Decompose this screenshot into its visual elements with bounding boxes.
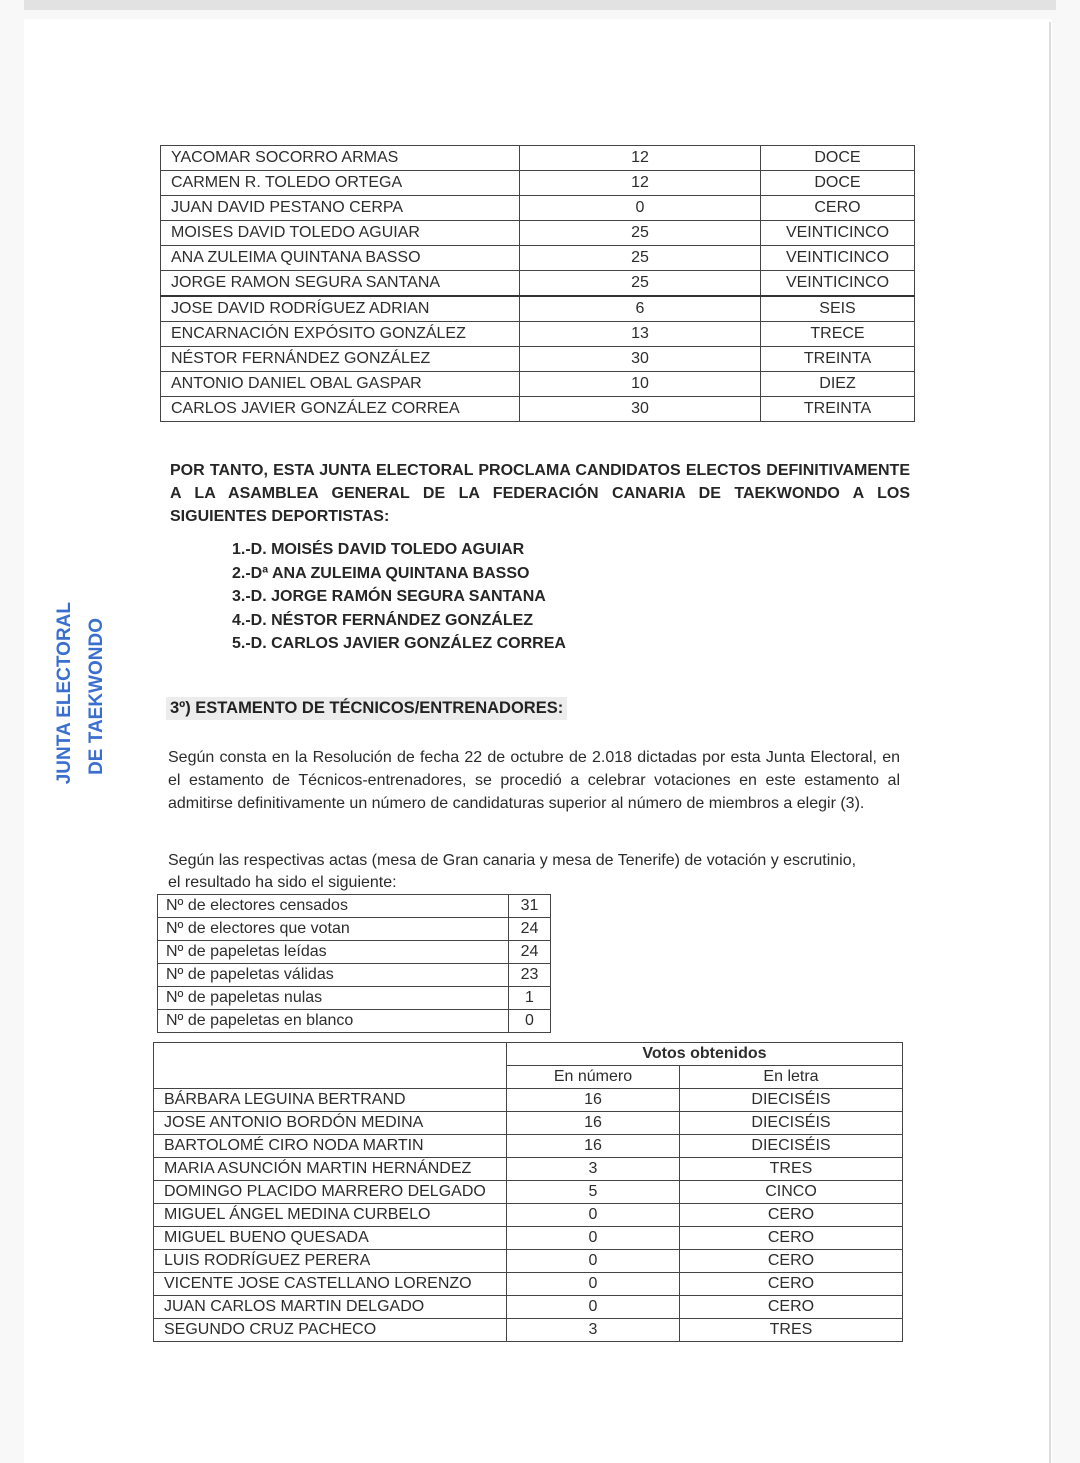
candidate-name: CARMEN R. TOLEDO ORTEGA bbox=[161, 171, 520, 196]
table-row bbox=[161, 397, 915, 422]
elected-list bbox=[232, 538, 566, 656]
votes-text: CERO bbox=[680, 1250, 903, 1273]
table-row bbox=[161, 322, 915, 347]
table-row bbox=[154, 1112, 903, 1135]
summary-label: Nº de papeletas en blanco bbox=[158, 1010, 509, 1033]
candidate-name: ENCARNACIÓN EXPÓSITO GONZÁLEZ bbox=[161, 322, 520, 347]
summary-value: 31 bbox=[509, 895, 551, 918]
coaches-votes-table bbox=[153, 1042, 903, 1342]
votes-number: 0 bbox=[507, 1296, 680, 1319]
candidate-name: CARLOS JAVIER GONZÁLEZ CORREA bbox=[161, 397, 520, 422]
section-paragraph: Según consta en la Resolución de fecha 22 de octubre de 2.018 dictadas por esta Junta Electoral, en el estamento de Técnicos-entrenadores, se procedió a celebrar votaciones en este estamento al admitirse definitivamente un número de candidaturas superior al número de miembros a elegir (3). bbox=[168, 749, 900, 812]
summary-value: 1 bbox=[509, 987, 551, 1010]
votes-number: 30 bbox=[520, 347, 761, 372]
summary-label: Nº de papeletas nulas bbox=[158, 987, 509, 1010]
table-row bbox=[154, 1319, 903, 1342]
summary-value: 24 bbox=[509, 941, 551, 964]
votes-text: CERO bbox=[680, 1273, 903, 1296]
viewer-top-bar bbox=[24, 0, 1056, 10]
section-paragraph: Según las respectivas actas (mesa de Gran canaria y mesa de Tenerife) de votación y escrutinio, el resultado ha sido el siguiente: bbox=[168, 852, 857, 891]
votes-number: 12 bbox=[520, 146, 761, 171]
candidate-name: JOSE DAVID RODRÍGUEZ ADRIAN bbox=[161, 296, 520, 322]
table-row bbox=[158, 941, 551, 964]
votes-text: CERO bbox=[761, 196, 915, 221]
table-row bbox=[154, 1181, 903, 1204]
candidate-name: BARTOLOMÉ CIRO NODA MARTIN bbox=[154, 1135, 507, 1158]
table-row bbox=[161, 146, 915, 171]
summary-label: Nº de electores censados bbox=[158, 895, 509, 918]
elected-item: 5.-D. CARLOS JAVIER GONZÁLEZ CORREA bbox=[232, 635, 566, 652]
candidate-name: MIGUEL BUENO QUESADA bbox=[154, 1227, 507, 1250]
candidate-name: NÉSTOR FERNÁNDEZ GONZÁLEZ bbox=[161, 347, 520, 372]
votes-number: 30 bbox=[520, 397, 761, 422]
stamp-line-2: DE TAEKWONDO bbox=[86, 618, 107, 775]
votes-text: DIECISÉIS bbox=[680, 1089, 903, 1112]
votes-text: DOCE bbox=[761, 146, 915, 171]
votes-number: 0 bbox=[520, 196, 761, 221]
votes-text: TRES bbox=[680, 1319, 903, 1342]
votes-number: 12 bbox=[520, 171, 761, 196]
candidate-name: LUIS RODRÍGUEZ PERERA bbox=[154, 1250, 507, 1273]
section-title: 3º) ESTAMENTO DE TÉCNICOS/ENTRENADORES: bbox=[166, 697, 567, 720]
votes-text: CERO bbox=[680, 1296, 903, 1319]
candidate-name: MARIA ASUNCIÓN MARTIN HERNÁNDEZ bbox=[154, 1158, 507, 1181]
summary-label: Nº de papeletas válidas bbox=[158, 964, 509, 987]
table-row bbox=[154, 1089, 903, 1112]
table-row bbox=[158, 1010, 551, 1033]
table-row bbox=[154, 1296, 903, 1319]
candidate-name: JUAN DAVID PESTANO CERPA bbox=[161, 196, 520, 221]
junta-electoral-stamp bbox=[48, 600, 128, 790]
votes-text: TRECE bbox=[761, 322, 915, 347]
votes-text: TRES bbox=[680, 1158, 903, 1181]
votes-text: TREINTA bbox=[761, 397, 915, 422]
blank-header-cell bbox=[154, 1043, 507, 1089]
votes-number: 0 bbox=[507, 1250, 680, 1273]
stamp-line-1: JUNTA ELECTORAL bbox=[54, 602, 75, 785]
page-edge bbox=[1049, 22, 1051, 1463]
summary-value: 24 bbox=[509, 918, 551, 941]
votes-number: 10 bbox=[520, 372, 761, 397]
votes-number: 3 bbox=[507, 1158, 680, 1181]
votes-header: Votos obtenidos bbox=[507, 1043, 903, 1066]
table-row bbox=[161, 296, 915, 322]
votes-text: CINCO bbox=[680, 1181, 903, 1204]
candidate-name: MOISES DAVID TOLEDO AGUIAR bbox=[161, 221, 520, 246]
proclamation-text: POR TANTO, ESTA JUNTA ELECTORAL PROCLAMA CANDIDATOS ELECTOS DEFINITIVAMENTE A LA ASAMBLEA GENERAL DE LA FEDERACIÓN CANARIA DE TAEKWONDO A LOS SIGUIENTES DEPORTISTAS: bbox=[170, 462, 910, 525]
votes-number: 13 bbox=[520, 322, 761, 347]
votes-number: 16 bbox=[507, 1135, 680, 1158]
col-letter-header: En letra bbox=[680, 1066, 903, 1089]
table-row bbox=[158, 895, 551, 918]
table-row bbox=[158, 918, 551, 941]
col-number-header: En número bbox=[507, 1066, 680, 1089]
table-row bbox=[154, 1135, 903, 1158]
table-row bbox=[154, 1250, 903, 1273]
summary-value: 0 bbox=[509, 1010, 551, 1033]
votes-number: 0 bbox=[507, 1204, 680, 1227]
votes-text: VEINTICINCO bbox=[761, 246, 915, 271]
votes-text: CERO bbox=[680, 1227, 903, 1250]
summary-value: 23 bbox=[509, 964, 551, 987]
candidate-name: SEGUNDO CRUZ PACHECO bbox=[154, 1319, 507, 1342]
votes-number: 6 bbox=[520, 296, 761, 322]
table-row bbox=[161, 196, 915, 221]
candidate-name: YACOMAR SOCORRO ARMAS bbox=[161, 146, 520, 171]
candidate-name: ANTONIO DANIEL OBAL GASPAR bbox=[161, 372, 520, 397]
summary-label: Nº de papeletas leídas bbox=[158, 941, 509, 964]
votes-text: DIECISÉIS bbox=[680, 1112, 903, 1135]
table-row bbox=[154, 1158, 903, 1181]
candidate-name: JOSE ANTONIO BORDÓN MEDINA bbox=[154, 1112, 507, 1135]
table-row bbox=[161, 171, 915, 196]
candidate-name: JUAN CARLOS MARTIN DELGADO bbox=[154, 1296, 507, 1319]
table-row bbox=[161, 271, 915, 297]
table-row bbox=[161, 372, 915, 397]
candidate-name: JORGE RAMON SEGURA SANTANA bbox=[161, 271, 520, 297]
votes-text: DIEZ bbox=[761, 372, 915, 397]
votes-text: SEIS bbox=[761, 296, 915, 322]
table-row bbox=[154, 1273, 903, 1296]
table-row bbox=[158, 987, 551, 1010]
votes-number: 25 bbox=[520, 271, 761, 297]
candidate-name: DOMINGO PLACIDO MARRERO DELGADO bbox=[154, 1181, 507, 1204]
candidate-name: BÁRBARA LEGUINA BERTRAND bbox=[154, 1089, 507, 1112]
votes-number: 5 bbox=[507, 1181, 680, 1204]
table-row bbox=[161, 347, 915, 372]
candidate-name: ANA ZULEIMA QUINTANA BASSO bbox=[161, 246, 520, 271]
table-row bbox=[158, 964, 551, 987]
votes-text: CERO bbox=[680, 1204, 903, 1227]
elected-item: 2.-Dª ANA ZULEIMA QUINTANA BASSO bbox=[232, 564, 530, 582]
votes-number: 25 bbox=[520, 246, 761, 271]
votes-number: 16 bbox=[507, 1089, 680, 1112]
table-row bbox=[161, 221, 915, 246]
elected-item: 1.-D. MOISÉS DAVID TOLEDO AGUIAR bbox=[232, 541, 525, 558]
votes-text: VEINTICINCO bbox=[761, 221, 915, 246]
votes-number: 0 bbox=[507, 1227, 680, 1250]
votes-text: DIECISÉIS bbox=[680, 1135, 903, 1158]
elected-item: 4.-D. NÉSTOR FERNÁNDEZ GONZÁLEZ bbox=[232, 611, 534, 629]
votes-text: TREINTA bbox=[761, 347, 915, 372]
votes-text: DOCE bbox=[761, 171, 915, 196]
votes-text: VEINTICINCO bbox=[761, 271, 915, 297]
votes-number: 25 bbox=[520, 221, 761, 246]
table-row bbox=[154, 1227, 903, 1250]
elected-item: 3.-D. JORGE RAMÓN SEGURA SANTANA bbox=[232, 588, 546, 605]
table-row bbox=[161, 246, 915, 271]
candidate-name: MIGUEL ÁNGEL MEDINA CURBELO bbox=[154, 1204, 507, 1227]
table-row bbox=[154, 1204, 903, 1227]
summary-label: Nº de electores que votan bbox=[158, 918, 509, 941]
votes-number: 0 bbox=[507, 1273, 680, 1296]
table-header-row bbox=[154, 1043, 903, 1066]
athletes-votes-table bbox=[160, 145, 915, 422]
votes-number: 3 bbox=[507, 1319, 680, 1342]
ballot-summary-table bbox=[157, 894, 551, 1033]
votes-number: 16 bbox=[507, 1112, 680, 1135]
candidate-name: VICENTE JOSE CASTELLANO LORENZO bbox=[154, 1273, 507, 1296]
